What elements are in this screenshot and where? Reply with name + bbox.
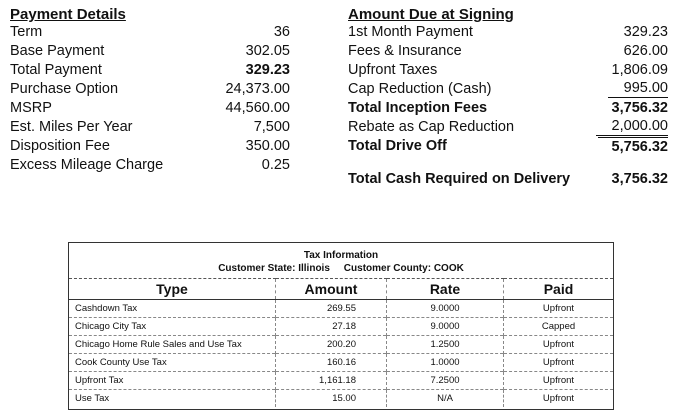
tax-paid: Upfront [504,354,614,372]
tax-rate: 9.0000 [387,300,504,318]
county-label: Customer County: [343,263,432,274]
state-value: Illinois [298,263,330,274]
rebate-value: 2,000.00 [596,118,668,136]
total-payment-label: Total Payment [10,62,102,78]
col-type-header: Type [69,279,276,300]
msrp-value: 44,560.00 [225,100,290,116]
tax-type: Cashdown Tax [69,300,276,318]
col-amount-header: Amount [276,279,387,300]
tax-amount: 1,161.18 [276,372,387,390]
disposition-fee-label: Disposition Fee [10,138,110,154]
tax-rate: N/A [387,390,504,408]
term-label: Term [10,24,43,40]
table-row [69,354,613,372]
table-row [69,372,613,390]
county-value: COOK [433,263,464,274]
total-drive-off-row [348,137,668,156]
rebate-row [348,118,668,137]
msrp-row [10,99,290,118]
upfront-taxes-label: Upfront Taxes [348,62,438,78]
total-payment-row [10,61,290,80]
purchase-option-label: Purchase Option [10,81,119,97]
payment-details-title: Payment Details [10,6,126,23]
first-month-value: 329.23 [623,24,668,40]
purchase-option-row [10,80,290,99]
base-payment-label: Base Payment [10,43,105,59]
upfront-taxes-row [348,61,668,80]
col-paid-header: Paid [504,279,614,300]
tax-rate: 1.0000 [387,354,504,372]
cap-reduction-row [348,80,668,99]
total-cash-value: 3,756.32 [611,171,668,187]
tax-info-title: Tax Information [303,250,379,261]
tax-paid: Upfront [504,336,614,354]
total-inception-label: Total Inception Fees [348,100,488,116]
total-inception-row [348,99,668,118]
base-payment-value: 302.05 [245,43,290,59]
cap-reduction-value: 995.00 [608,80,668,98]
tax-amount: 15.00 [276,390,387,408]
tax-rate: 7.2500 [387,372,504,390]
tax-type: Use Tax [69,390,276,408]
first-month-label: 1st Month Payment [348,24,473,40]
cap-reduction-label: Cap Reduction (Cash) [348,81,492,97]
excess-mileage-value: 0.25 [261,157,290,173]
tax-paid: Capped [504,318,614,336]
term-value: 36 [273,24,290,40]
tax-paid: Upfront [504,372,614,390]
fees-insurance-row [348,42,668,61]
term-row [10,23,290,42]
table-row [69,318,613,336]
disposition-fee-value: 350.00 [245,138,290,154]
tax-paid: Upfront [504,300,614,318]
total-cash-label: Total Cash Required on Delivery [348,171,571,187]
tax-type: Chicago City Tax [69,318,276,336]
base-payment-row [10,42,290,61]
miles-per-year-label: Est. Miles Per Year [10,119,133,135]
tax-table [69,278,613,407]
tax-amount: 269.55 [276,300,387,318]
miles-per-year-value: 7,500 [253,119,290,135]
state-label: Customer State: [218,263,296,274]
tax-information-box [68,242,614,410]
tax-amount: 160.16 [276,354,387,372]
tax-rate: 1.2500 [387,336,504,354]
tax-amount: 27.18 [276,318,387,336]
total-inception-value: 3,756.32 [611,100,668,116]
customer-location [69,263,613,274]
col-rate-header: Rate [387,279,504,300]
excess-mileage-label: Excess Mileage Charge [10,157,164,173]
fees-insurance-label: Fees & Insurance [348,43,462,59]
purchase-option-value: 24,373.00 [225,81,290,97]
tax-header-row [69,279,613,300]
upfront-taxes-value: 1,806.09 [611,62,668,78]
rebate-label: Rebate as Cap Reduction [348,119,515,135]
total-cash-row [348,170,668,189]
tax-amount: 200.20 [276,336,387,354]
msrp-label: MSRP [10,100,52,116]
table-row [69,336,613,354]
fees-insurance-value: 626.00 [623,43,668,59]
excess-mileage-row [10,156,290,175]
tax-type: Chicago Home Rule Sales and Use Tax [69,336,276,354]
total-drive-off-label: Total Drive Off [348,138,447,154]
disposition-fee-row [10,137,290,156]
first-month-row [348,23,668,42]
tax-type: Upfront Tax [69,372,276,390]
miles-per-year-row [10,118,290,137]
tax-paid: Upfront [504,390,614,408]
table-row [69,300,613,318]
table-row [69,390,613,408]
total-payment-value: 329.23 [245,62,290,78]
total-drive-off-value: 5,756.32 [598,137,668,157]
tax-rate: 9.0000 [387,318,504,336]
amount-due-title: Amount Due at Signing [348,6,514,23]
tax-type: Cook County Use Tax [69,354,276,372]
